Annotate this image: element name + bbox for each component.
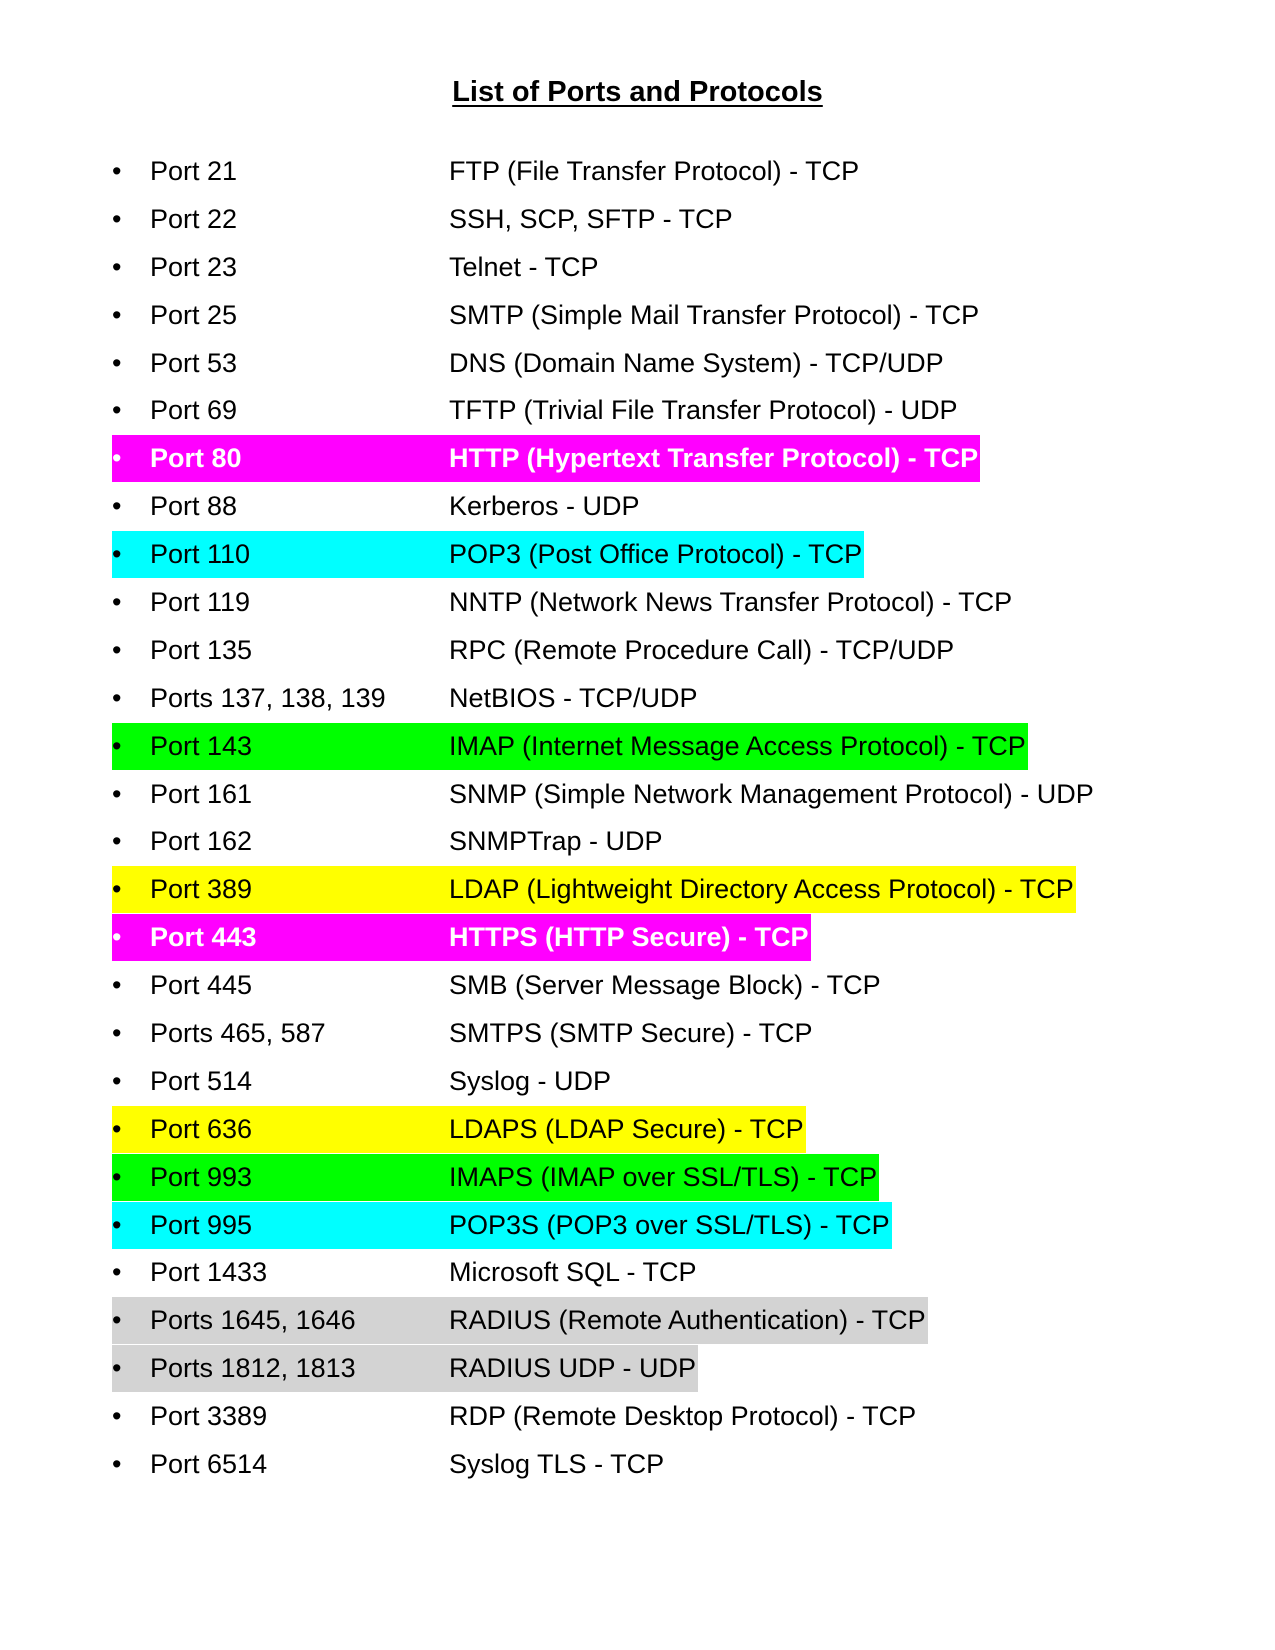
list-item <box>112 675 1262 723</box>
bullet-icon: • <box>112 1401 122 1432</box>
list-item <box>112 483 1262 531</box>
list-item <box>112 962 1262 1010</box>
protocol-name: SMTPS (SMTP Secure) - TCP <box>449 1018 813 1049</box>
list-item <box>112 1058 1262 1106</box>
protocol-name: SSH, SCP, SFTP - TCP <box>449 203 733 234</box>
bullet-icon: • <box>112 778 122 809</box>
bullet-icon: • <box>112 1018 122 1049</box>
protocol-name: NetBIOS - TCP/UDP <box>449 682 698 713</box>
list-item <box>112 1393 1262 1441</box>
protocol-name: RPC (Remote Procedure Call) - TCP/UDP <box>449 634 955 665</box>
list-item <box>112 340 1262 388</box>
bullet-icon: • <box>112 922 122 953</box>
bullet-icon: • <box>112 491 122 522</box>
bullet-icon: • <box>112 539 122 570</box>
protocol-name: SNMP (Simple Network Management Protocol) - UDP <box>449 778 1094 809</box>
bullet-icon: • <box>112 443 122 474</box>
list-item <box>112 866 1262 914</box>
port-number: Port 995 <box>150 1209 253 1240</box>
protocol-name: HTTPS (HTTP Secure) - TCP <box>449 922 809 953</box>
protocol-name: Syslog TLS - TCP <box>449 1449 665 1480</box>
protocol-name: POP3S (POP3 over SSL/TLS) - TCP <box>449 1209 890 1240</box>
bullet-icon: • <box>112 682 122 713</box>
port-number: Port 3389 <box>150 1401 268 1432</box>
list-item <box>112 723 1262 771</box>
port-number: Port 25 <box>150 299 238 330</box>
port-number: Port 23 <box>150 251 238 282</box>
bullet-icon: • <box>112 347 122 378</box>
port-number: Ports 137, 138, 139 <box>150 682 386 713</box>
port-list <box>112 148 1262 1489</box>
protocol-name: SNMPTrap - UDP <box>449 826 663 857</box>
protocol-name: SMTP (Simple Mail Transfer Protocol) - TCP <box>449 299 980 330</box>
port-number: Ports 1812, 1813 <box>150 1353 356 1384</box>
list-item <box>112 1345 1262 1393</box>
bullet-icon: • <box>112 587 122 618</box>
protocol-name: NNTP (Network News Transfer Protocol) - TCP <box>449 587 1013 618</box>
bullet-icon: • <box>112 970 122 1001</box>
port-number: Port 53 <box>150 347 238 378</box>
protocol-name: Telnet - TCP <box>449 251 599 282</box>
port-number: Port 443 <box>150 922 257 953</box>
protocol-name: Kerberos - UDP <box>449 491 640 522</box>
protocol-name: HTTP (Hypertext Transfer Protocol) - TCP <box>449 443 979 474</box>
bullet-icon: • <box>112 1257 122 1288</box>
list-item <box>112 196 1262 244</box>
bullet-icon: • <box>112 874 122 905</box>
port-number: Port 69 <box>150 395 238 426</box>
port-number: Port 22 <box>150 203 238 234</box>
bullet-icon: • <box>112 1449 122 1480</box>
bullet-icon: • <box>112 826 122 857</box>
protocol-name: IMAP (Internet Message Access Protocol) - TCP <box>449 730 1026 761</box>
bullet-icon: • <box>112 634 122 665</box>
bullet-icon: • <box>112 395 122 426</box>
protocol-name: LDAP (Lightweight Directory Access Protocol) - TCP <box>449 874 1074 905</box>
list-item <box>112 914 1262 962</box>
list-item <box>112 387 1262 435</box>
list-item <box>112 1010 1262 1058</box>
bullet-icon: • <box>112 203 122 234</box>
port-number: Port 119 <box>150 587 251 618</box>
list-item <box>112 244 1262 292</box>
protocol-name: TFTP (Trivial File Transfer Protocol) - UDP <box>449 395 958 426</box>
bullet-icon: • <box>112 1065 122 1096</box>
protocol-name: SMB (Server Message Block) - TCP <box>449 970 881 1001</box>
protocol-name: IMAPS (IMAP over SSL/TLS) - TCP <box>449 1161 878 1192</box>
port-number: Port 993 <box>150 1161 253 1192</box>
page-title: List of Ports and Protocols <box>452 76 823 108</box>
protocol-name: Microsoft SQL - TCP <box>449 1257 697 1288</box>
list-item <box>112 1154 1262 1202</box>
port-number: Port 162 <box>150 826 253 857</box>
list-item <box>112 1441 1262 1489</box>
list-item <box>112 818 1262 866</box>
bullet-icon: • <box>112 1353 122 1384</box>
bullet-icon: • <box>112 299 122 330</box>
list-item <box>112 292 1262 340</box>
port-number: Port 110 <box>150 539 251 570</box>
port-number: Port 80 <box>150 443 242 474</box>
list-item <box>112 1106 1262 1154</box>
port-number: Port 445 <box>150 970 253 1001</box>
bullet-icon: • <box>112 1113 122 1144</box>
port-number: Port 6514 <box>150 1449 268 1480</box>
protocol-name: Syslog - UDP <box>449 1065 612 1096</box>
protocol-name: FTP (File Transfer Protocol) - TCP <box>449 156 860 186</box>
port-number: Port 21 <box>150 156 238 186</box>
port-number: Port 389 <box>150 874 253 905</box>
bullet-icon: • <box>112 156 122 186</box>
list-item <box>112 435 1262 483</box>
port-number: Port 514 <box>150 1065 253 1096</box>
list-item <box>112 1249 1262 1297</box>
protocol-name: LDAPS (LDAP Secure) - TCP <box>449 1113 804 1144</box>
port-number: Port 636 <box>150 1113 253 1144</box>
bullet-icon: • <box>112 1161 122 1192</box>
list-item <box>112 627 1262 675</box>
port-number: Port 1433 <box>150 1257 268 1288</box>
port-number: Port 161 <box>150 778 253 809</box>
bullet-icon: • <box>112 251 122 282</box>
port-number: Port 135 <box>150 634 253 665</box>
port-number: Ports 1645, 1646 <box>150 1305 356 1336</box>
protocol-name: RADIUS (Remote Authentication) - TCP <box>449 1305 926 1336</box>
list-item <box>112 579 1262 627</box>
protocol-name: POP3 (Post Office Protocol) - TCP <box>449 539 863 570</box>
port-number: Port 88 <box>150 491 238 522</box>
bullet-icon: • <box>112 1305 122 1336</box>
list-item <box>112 531 1262 579</box>
list-item <box>112 1202 1262 1250</box>
bullet-icon: • <box>112 730 122 761</box>
bullet-icon: • <box>112 1209 122 1240</box>
protocol-name: DNS (Domain Name System) - TCP/UDP <box>449 347 944 378</box>
list-item <box>112 1297 1262 1345</box>
port-number: Ports 465, 587 <box>150 1018 326 1049</box>
list-item <box>112 148 1262 196</box>
protocol-name: RADIUS UDP - UDP <box>449 1353 697 1384</box>
protocol-name: RDP (Remote Desktop Protocol) - TCP <box>449 1401 917 1432</box>
port-number: Port 143 <box>150 730 253 761</box>
list-item <box>112 771 1262 819</box>
